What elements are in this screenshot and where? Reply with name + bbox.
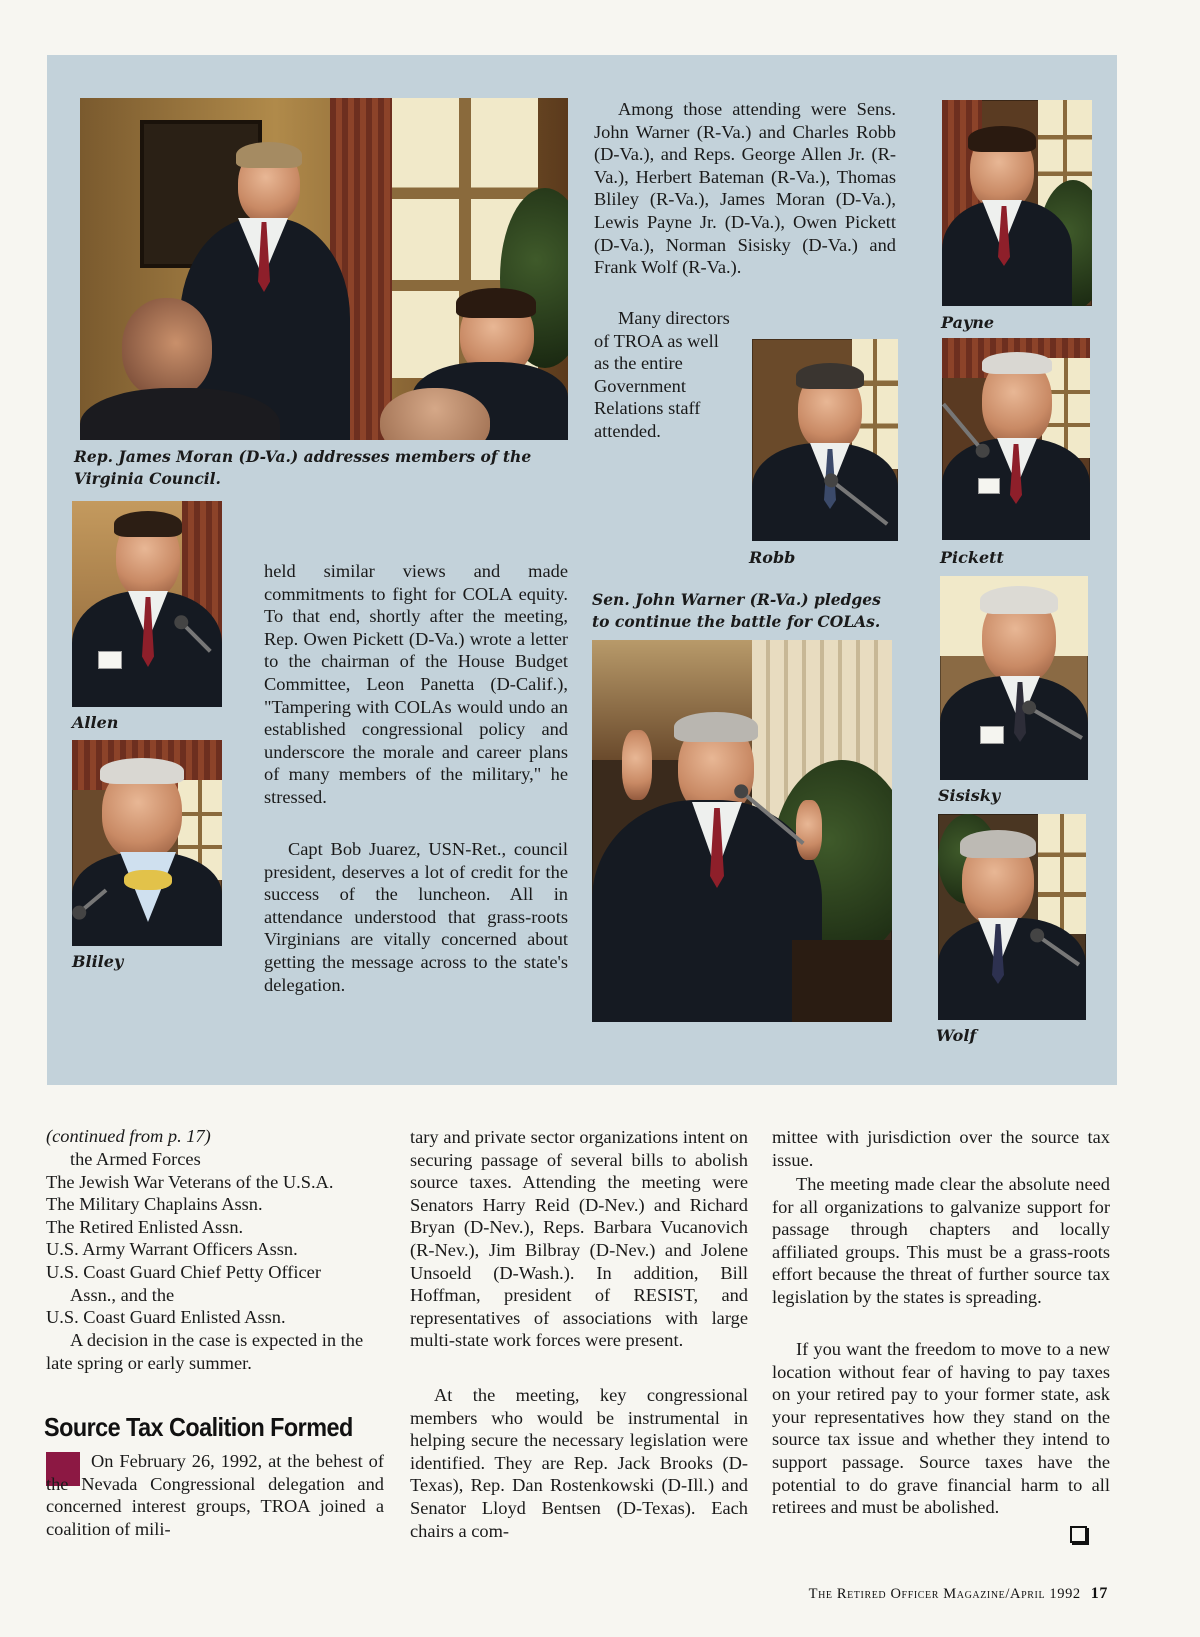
key-members-paragraph: At the meeting, key congressional members who would be instrumental in helping secure the necessary legislation were identified. They are Rep. Jack Brooks (D-Texas), Rep. Dan Rostenkowski (D-Ill.) and Senator Lloyd Bentsen (D-Texas). Each chairs a com- [410,1385,748,1541]
payne-photo [942,100,1092,306]
views-paragraph-1: held similar views and made commitments to fight for COLA equity. To that end, shortly after the meeting, Rep. Owen Pickett (D-Va.) wrote a letter to the chairman of the House Budget Committee, Leon Panetta (D-Calif.), "Tampering with COLAs would undo an established congressional policy and underscore the morale and career plans of many members of the military," he stressed. [264,561,568,807]
pickett-photo [942,338,1090,540]
coalition-text: On February 26, 1992, at the behest of the Nevada Congressional delegation and concerned interest groups, TROA joined a coalition of mili- [46,1451,384,1539]
organization-item: The Military Chaplains Assn. [46,1194,263,1215]
bliley-photo [72,740,222,946]
jurisdiction-paragraph: mittee with jurisdiction over the source tax issue. [772,1127,1110,1170]
sisisky-caption: Sisisky [938,786,1001,805]
coalition-paragraph-continued: tary and private sector organizations intent on securing passage of several bills to abolish source taxes. Attending the meeting were Senators Harry Reid (D-Nev.) and Richard Bryan (D-Nev.), Reps. Barbara Vucanovich (R-Nev.), Jim Bilbray (D-Nev.) and Jolene Unsoeld (D-Wash.). In addition, Bill Hoffman, president of RESIST, and representatives of associations with large multi-state work forces were present. [410,1127,748,1351]
organization-item: U.S. Coast Guard Chief Petty Officer [46,1261,321,1282]
moran-caption: Rep. James Moran (D-Va.) addresses members of the Virginia Council. [74,447,532,488]
organization-item: Assn., and the [70,1284,175,1305]
wolf-photo [938,814,1086,1020]
organization-item: The Retired Enlisted Assn. [46,1216,244,1237]
robb-caption: Robb [749,548,796,567]
organization-item: U.S. Coast Guard Enlisted Assn. [46,1307,286,1328]
action-paragraph [772,1338,1110,1519]
grassroots-paragraph: The meeting made clear the absolute need for all organizations to galvanize support for passage through chapters and locally affiliated groups. This must be a grass-roots effort because the threat of further source tax legislation by the states is spreading. [772,1174,1110,1307]
sisisky-photo [940,576,1088,780]
magazine-name-date: The Retired Officer Magazine/April 1992 [808,1586,1081,1602]
views-paragraph-2: Capt Bob Juarez, USN-Ret., council president, deserves a lot of credit for the success of the luncheon. All in attendance understood that grass-roots Virginians are vitally concerned about getting the message across to the state's delegation. [264,839,568,995]
attendees-paragraph-1: Among those attending were Sens. John Warner (R-Va.) and Charles Robb (D-Va.), and Reps. George Allen Jr. (R-Va.), Herbert Bateman (R-Va.), Thomas Bliley (R-Va.), James Moran (D-Va.), Lewis Payne Jr. (D-Va.), Owen Pickett (D-Va.), Norman Sisisky (D-Va.) and Frank Wolf (R-Va.). [594,99,896,278]
page-number: 17 [1090,1585,1108,1602]
end-of-article-mark [1070,1526,1087,1543]
decision-paragraph: A decision in the case is expected in the late spring or early summer. [46,1330,364,1373]
warner-photo [592,640,892,1022]
action-text: If you want the freedom to move to a new location without fear of having to pay taxes on your retired pay to your former state, ask your representatives how they stand on the source tax issue and whether they intend to support passage. Source taxes have the potential to do grave financial harm to all retirees and must be abolished. [772,1339,1110,1518]
moran-photo [80,98,568,440]
allen-photo [72,501,222,707]
bliley-caption: Bliley [72,952,124,971]
allen-caption: Allen [72,713,119,732]
organization-item: the Armed Forces [70,1149,201,1169]
coalition-paragraph-start [46,1450,384,1540]
attendees-paragraph-2: Many directors of TROA as well as the entire Government Relations staff attended. [594,308,730,441]
payne-caption: Payne [941,313,995,332]
wolf-caption: Wolf [936,1026,977,1045]
section-headline: Source Tax Coalition Formed [44,1412,353,1442]
organization-item: U.S. Army Warrant Officers Assn. [46,1239,298,1260]
organization-item: The Jewish War Veterans of the U.S.A. [46,1171,334,1192]
robb-photo [752,339,898,541]
organization-list [46,1148,386,1329]
page-footer [809,1585,1108,1603]
warner-caption: Sen. John Warner (R-Va.) pledges to continue the battle for COLAs. [592,590,881,631]
pickett-caption: Pickett [940,548,1004,567]
continued-note: (continued from p. 17) [46,1126,211,1146]
